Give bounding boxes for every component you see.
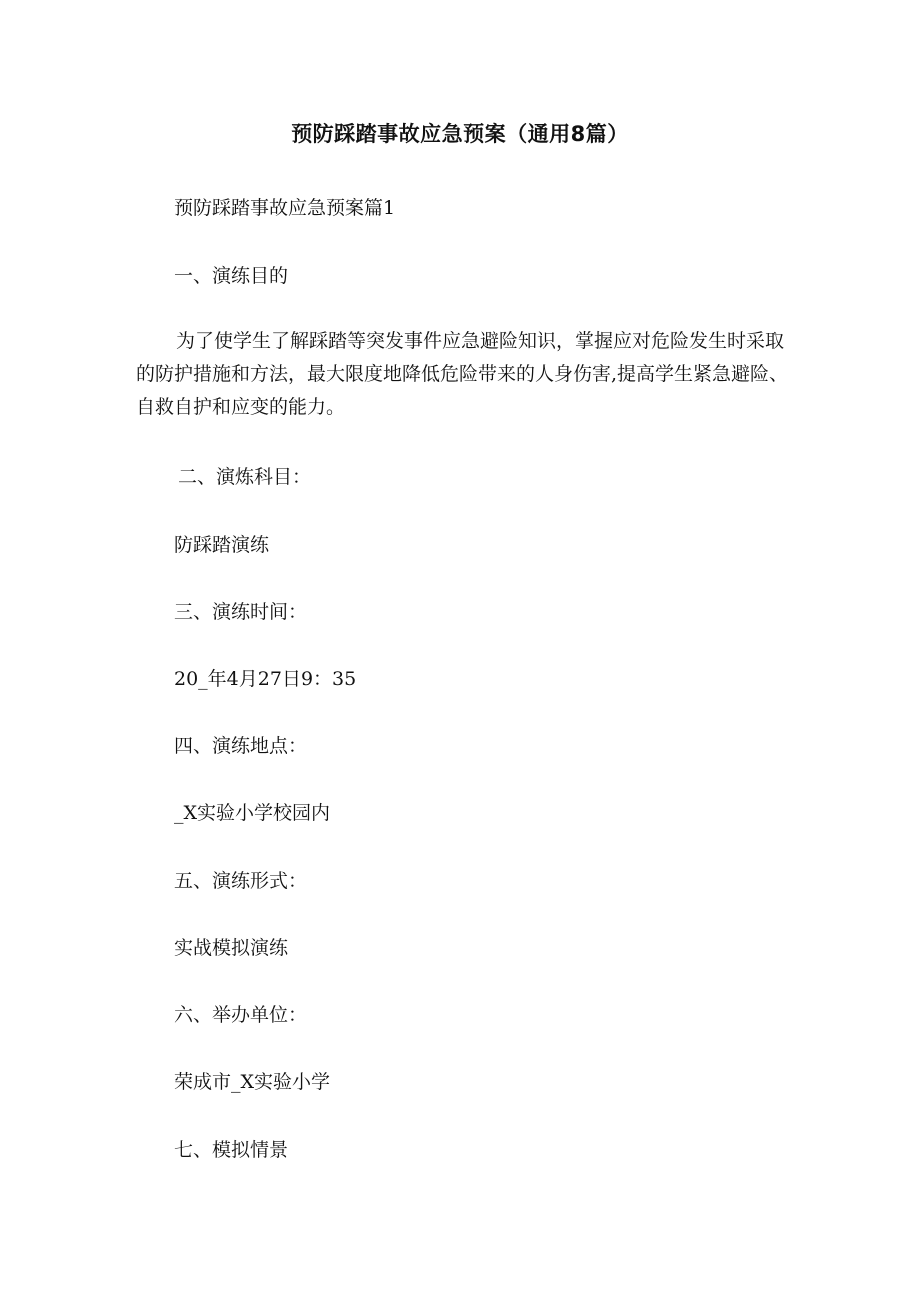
heading-form: 五、演练形式： [174, 870, 308, 892]
value-subject: 防踩踏演练 [174, 534, 270, 556]
value-time: 20_年4月27日9：35 [174, 668, 357, 690]
value-form: 实战模拟演练 [174, 937, 289, 959]
heading-location: 四、演练地点： [174, 735, 308, 757]
value-location: _X实验小学校园内 [174, 802, 331, 824]
document-title: 预防踩踏事故应急预案（通用8篇） [291, 122, 629, 146]
heading-purpose: 一、演练目的 [174, 265, 289, 287]
value-organizer: 荣成市_X实验小学 [174, 1071, 331, 1093]
heading-subject: 二、演炼科目： [178, 466, 312, 488]
heading-time: 三、演练时间： [174, 601, 308, 623]
heading-scenario: 七、模拟情景 [174, 1139, 289, 1161]
paragraph-purpose: 为了使学生了解踩踏等突发事件应急避险知识，掌握应对危险发生时采取的防护措施和方法，最大限度地降低危险带来的人身伤害,提高学生紧急避险、自救自护和应变的能力。 [136, 330, 789, 418]
heading-organizer: 六、举办单位： [174, 1004, 308, 1026]
section-heading: 预防踩踏事故应急预案篇1 [174, 197, 396, 219]
